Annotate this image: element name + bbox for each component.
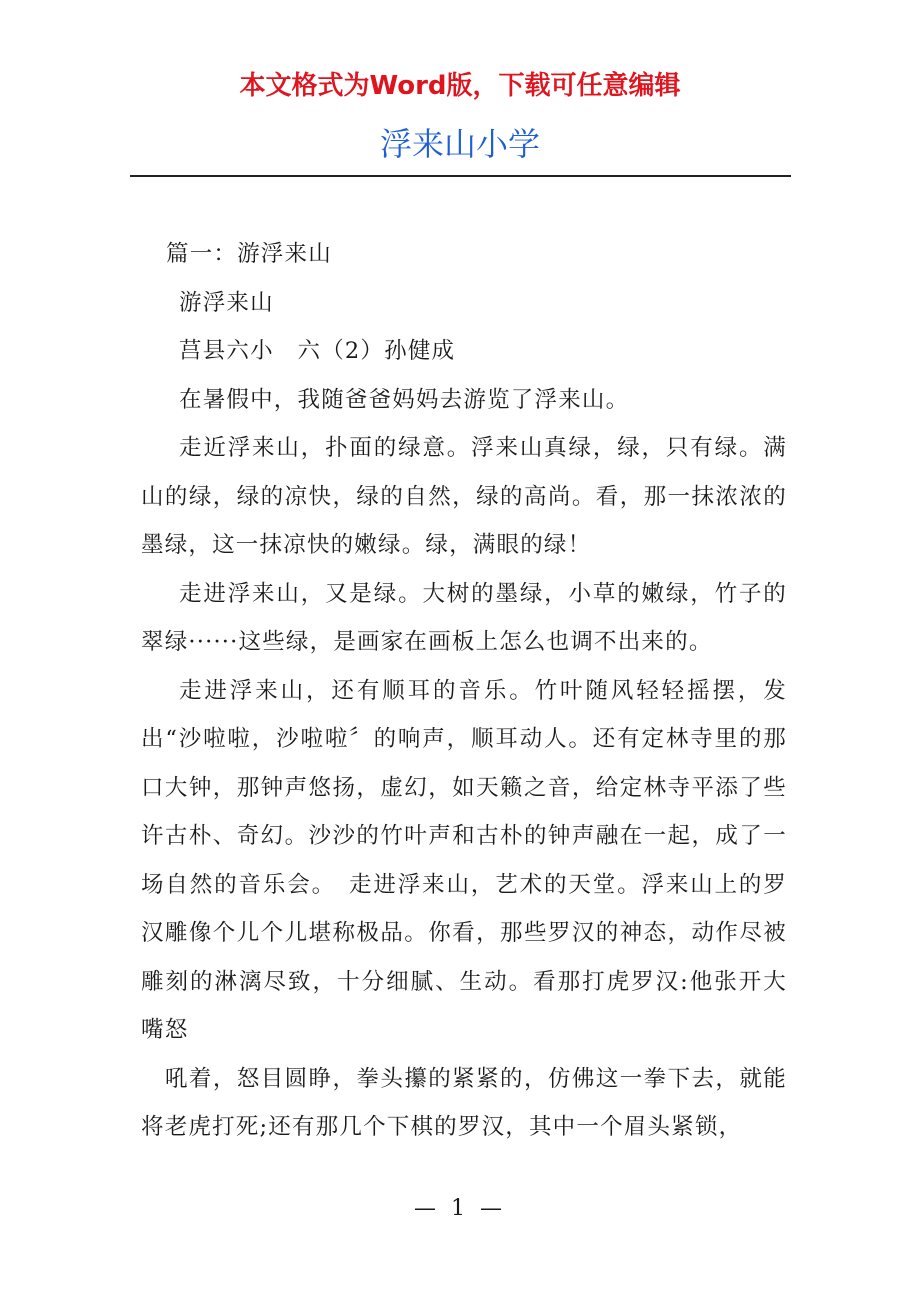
document-title: 浮来山小学 [379, 125, 540, 163]
paragraph-2: 走近浮来山，扑面的绿意。浮来山真绿，绿，只有绿。满山的绿，绿的凉快，绿的自然，绿的高尚。看，那一抹浓浓的墨绿，这一抹凉快的嫩绿。绿，满眼的绿！ [141, 435, 787, 558]
paragraph-3: 走进浮来山，又是绿。大树的墨绿，小草的嫩绿，竹子的翠绿······这些绿，是画家在画板上怎么也调不出来的。 [141, 580, 787, 655]
author-line: 莒县六小 六（2）孙健成 [179, 338, 456, 364]
download-notice: 本文格式为Word版，下载可任意编辑 [239, 71, 681, 101]
page-number: — 1 — [414, 1196, 506, 1221]
section-heading: 篇一：游浮来山 [166, 241, 332, 267]
document-body [141, 230, 787, 1152]
paragraph-4: 走进浮来山，还有顺耳的音乐。竹叶随风轻轻摇摆，发出“沙啦啦，沙啦啦〞的响声，顺耳动人。还有定林寺里的那口大钟，那钟声悠扬，虚幻，如天籁之音，给定林寺平添了些许古朴、奇幻。沙沙的竹叶声和古朴的钟声融在一起，成了一场自然的音乐会。 走进浮来山，艺术的天堂。浮来山上的罗汉雕像个儿个儿堪称极品。你看，那些罗汉的神态，动作尽被雕刻的淋漓尽致，十分细腻、生动。看那打虎罗汉:他张开大嘴怒 [141, 677, 787, 1043]
title-divider [130, 175, 791, 177]
paragraph-5: 吼着，怒目圆睁，拳头攥的紧紧的，仿佛这一拳下去，就能将老虎打死;还有那几个下棋的罗汉，其中一个眉头紧锁， [141, 1065, 787, 1140]
essay-title: 游浮来山 [179, 289, 274, 316]
paragraph-1: 在暑假中，我随爸爸妈妈去游览了浮来山。 [179, 386, 630, 413]
